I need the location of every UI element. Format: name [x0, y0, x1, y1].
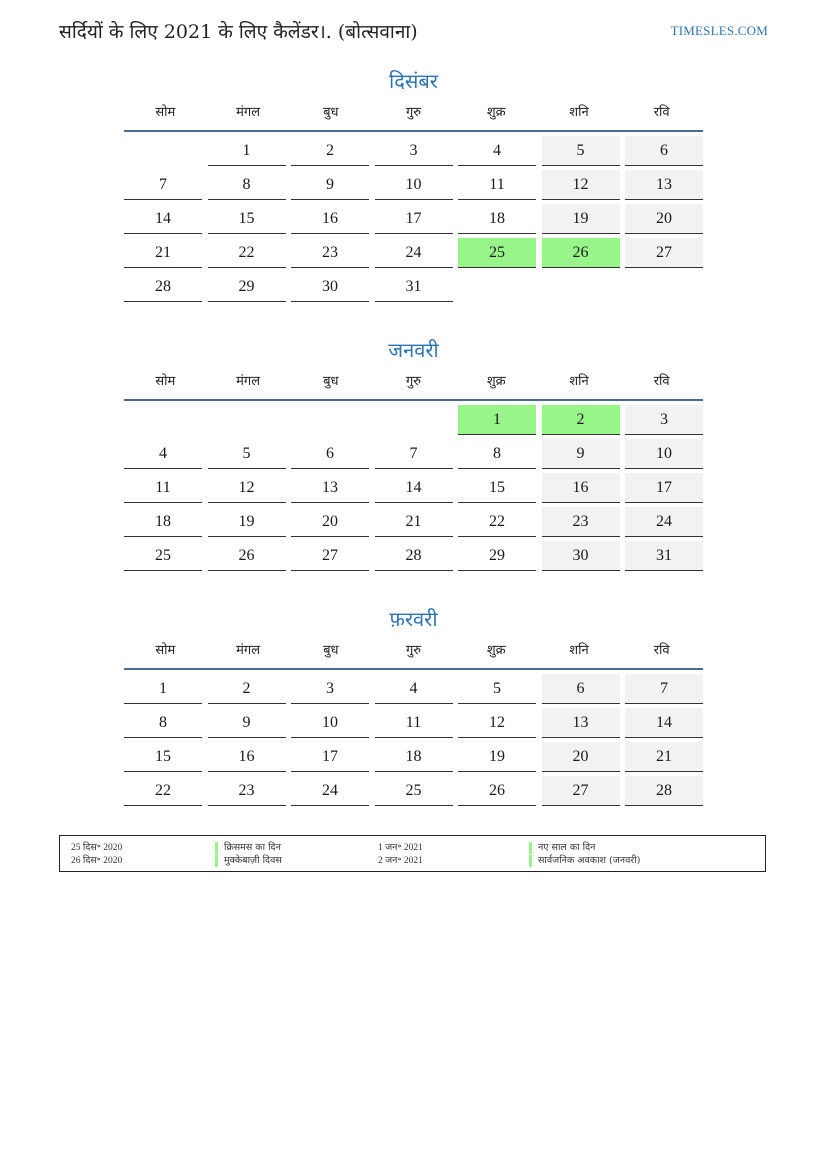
- day-cell: 4: [375, 674, 453, 704]
- day-cell: 11: [375, 708, 453, 738]
- weekday-label: शनि: [569, 105, 589, 120]
- weekday-label: मंगल: [236, 643, 261, 658]
- day-cell: 12: [458, 708, 536, 738]
- day-cell: 6: [542, 674, 620, 704]
- day-cell: 3: [625, 405, 703, 435]
- weekday-label: गुरु: [405, 643, 422, 658]
- day-cell: 1: [208, 136, 286, 166]
- day-cell: 23: [542, 507, 620, 537]
- weekday-header: [124, 640, 703, 662]
- day-cell: 30: [291, 272, 369, 302]
- day-cell: 22: [208, 238, 286, 268]
- day-cell: 26: [542, 238, 620, 268]
- day-cell: 24: [625, 507, 703, 537]
- day-cell-empty: [291, 405, 369, 435]
- month-january: [124, 335, 703, 571]
- day-cell: 21: [375, 507, 453, 537]
- day-cell: 31: [375, 272, 453, 302]
- day-cell: 26: [458, 776, 536, 806]
- day-cell-empty: [124, 136, 202, 166]
- day-cell: 5: [458, 674, 536, 704]
- day-cell: 15: [458, 473, 536, 503]
- header-rule: [124, 399, 703, 401]
- day-cell: 17: [625, 473, 703, 503]
- weekday-label: सोम: [155, 105, 176, 120]
- day-cell-empty: [458, 272, 536, 302]
- day-cell: 14: [124, 204, 202, 234]
- day-cell: 18: [124, 507, 202, 537]
- day-cell: 23: [291, 238, 369, 268]
- site-link[interactable]: TIMESLES.COM: [670, 23, 768, 38]
- day-cell: 5: [208, 439, 286, 469]
- day-cell: 10: [625, 439, 703, 469]
- header-rule: [124, 668, 703, 670]
- day-cell: 25: [375, 776, 453, 806]
- month-name: फ़रवरी: [389, 607, 438, 631]
- day-cell: 2: [291, 136, 369, 166]
- day-cell: 25: [124, 541, 202, 571]
- day-cell: 16: [291, 204, 369, 234]
- day-cell: 9: [291, 170, 369, 200]
- day-cell: 20: [625, 204, 703, 234]
- weekday-header: [124, 102, 703, 124]
- day-cell: 14: [625, 708, 703, 738]
- day-cell: 7: [625, 674, 703, 704]
- day-cell: 27: [542, 776, 620, 806]
- day-cell: 15: [208, 204, 286, 234]
- day-cell: 17: [291, 742, 369, 772]
- day-grid: [124, 405, 703, 571]
- day-cell: 3: [375, 136, 453, 166]
- day-cell: 7: [375, 439, 453, 469]
- day-cell: 18: [458, 204, 536, 234]
- day-cell: 12: [542, 170, 620, 200]
- weekday-label: बुध: [323, 643, 339, 658]
- day-cell-empty: [208, 405, 286, 435]
- page-title: सर्दियों के लिए 2021 के लिए कैलेंडर।. (बोत्सवाना): [59, 21, 418, 43]
- day-cell: 21: [124, 238, 202, 268]
- legend-row: [60, 842, 765, 854]
- weekday-label: गुरु: [405, 374, 422, 389]
- day-cell: 18: [375, 742, 453, 772]
- day-cell: 22: [458, 507, 536, 537]
- month-december: [124, 66, 703, 302]
- day-cell: 16: [208, 742, 286, 772]
- legend-holiday: नए साल का दिन: [529, 842, 595, 854]
- day-cell: 29: [208, 272, 286, 302]
- day-cell: 29: [458, 541, 536, 571]
- legend-holiday: मुक्केबाज़ी दिवस: [215, 855, 282, 867]
- day-cell: 19: [208, 507, 286, 537]
- weekday-label: बुध: [323, 105, 339, 120]
- weekday-label: शनि: [569, 643, 589, 658]
- day-cell: 25: [458, 238, 536, 268]
- day-cell: 21: [625, 742, 703, 772]
- day-cell: 7: [124, 170, 202, 200]
- weekday-label: बुध: [323, 374, 339, 389]
- weekday-label: शनि: [569, 374, 589, 389]
- legend-holiday: सार्वजनिक अवकाश (जनवरी): [529, 855, 640, 867]
- weekday-label: रवि: [653, 643, 670, 658]
- day-cell: 2: [208, 674, 286, 704]
- holiday-legend: [59, 835, 766, 872]
- day-cell: 8: [458, 439, 536, 469]
- day-cell: 1: [458, 405, 536, 435]
- legend-date: 1 जन॰ 2021: [378, 843, 423, 853]
- day-cell: 24: [375, 238, 453, 268]
- day-cell: 24: [291, 776, 369, 806]
- day-cell: 6: [291, 439, 369, 469]
- weekday-label: रवि: [653, 105, 670, 120]
- weekday-label: शुक्र: [486, 105, 506, 120]
- day-cell: 28: [124, 272, 202, 302]
- day-cell: 11: [124, 473, 202, 503]
- weekday-label: शुक्र: [486, 374, 506, 389]
- day-cell: 27: [291, 541, 369, 571]
- month-name: जनवरी: [388, 338, 439, 362]
- weekday-label: मंगल: [236, 105, 261, 120]
- weekday-label: शुक्र: [486, 643, 506, 658]
- day-cell: 5: [542, 136, 620, 166]
- weekday-label: सोम: [155, 643, 176, 658]
- day-cell-empty: [542, 272, 620, 302]
- day-cell: 19: [542, 204, 620, 234]
- legend-row: [60, 855, 765, 867]
- day-cell: 10: [291, 708, 369, 738]
- day-cell: 12: [208, 473, 286, 503]
- day-cell: 10: [375, 170, 453, 200]
- day-cell: 11: [458, 170, 536, 200]
- day-grid: [124, 674, 703, 806]
- day-cell: 19: [458, 742, 536, 772]
- month-february: [124, 604, 703, 806]
- legend-date: 26 दिस॰ 2020: [71, 856, 123, 866]
- day-cell: 31: [625, 541, 703, 571]
- day-cell: 14: [375, 473, 453, 503]
- day-cell: 9: [542, 439, 620, 469]
- day-cell: 27: [625, 238, 703, 268]
- day-cell: 13: [291, 473, 369, 503]
- header-rule: [124, 130, 703, 132]
- day-cell: 13: [542, 708, 620, 738]
- day-cell: 8: [124, 708, 202, 738]
- day-cell: 3: [291, 674, 369, 704]
- day-cell: 8: [208, 170, 286, 200]
- day-cell: 20: [291, 507, 369, 537]
- day-cell: 22: [124, 776, 202, 806]
- legend-date: 25 दिस॰ 2020: [71, 843, 123, 853]
- day-cell: 28: [375, 541, 453, 571]
- day-cell: 20: [542, 742, 620, 772]
- day-cell: 28: [625, 776, 703, 806]
- weekday-label: सोम: [155, 374, 176, 389]
- weekday-label: मंगल: [236, 374, 261, 389]
- day-cell: 30: [542, 541, 620, 571]
- day-cell: 2: [542, 405, 620, 435]
- weekday-header: [124, 371, 703, 393]
- legend-holiday: क्रिसमस का दिन: [215, 842, 281, 854]
- day-cell: 23: [208, 776, 286, 806]
- day-cell: 16: [542, 473, 620, 503]
- day-cell-empty: [124, 405, 202, 435]
- day-cell-empty: [625, 272, 703, 302]
- day-cell: 4: [124, 439, 202, 469]
- day-grid: [124, 136, 703, 302]
- day-cell: 9: [208, 708, 286, 738]
- day-cell: 1: [124, 674, 202, 704]
- month-name: दिसंबर: [389, 69, 438, 93]
- weekday-label: गुरु: [405, 105, 422, 120]
- day-cell: 26: [208, 541, 286, 571]
- day-cell-empty: [375, 405, 453, 435]
- day-cell: 15: [124, 742, 202, 772]
- day-cell: 6: [625, 136, 703, 166]
- day-cell: 17: [375, 204, 453, 234]
- day-cell: 13: [625, 170, 703, 200]
- weekday-label: रवि: [653, 374, 670, 389]
- day-cell: 4: [458, 136, 536, 166]
- legend-date: 2 जन॰ 2021: [378, 856, 423, 866]
